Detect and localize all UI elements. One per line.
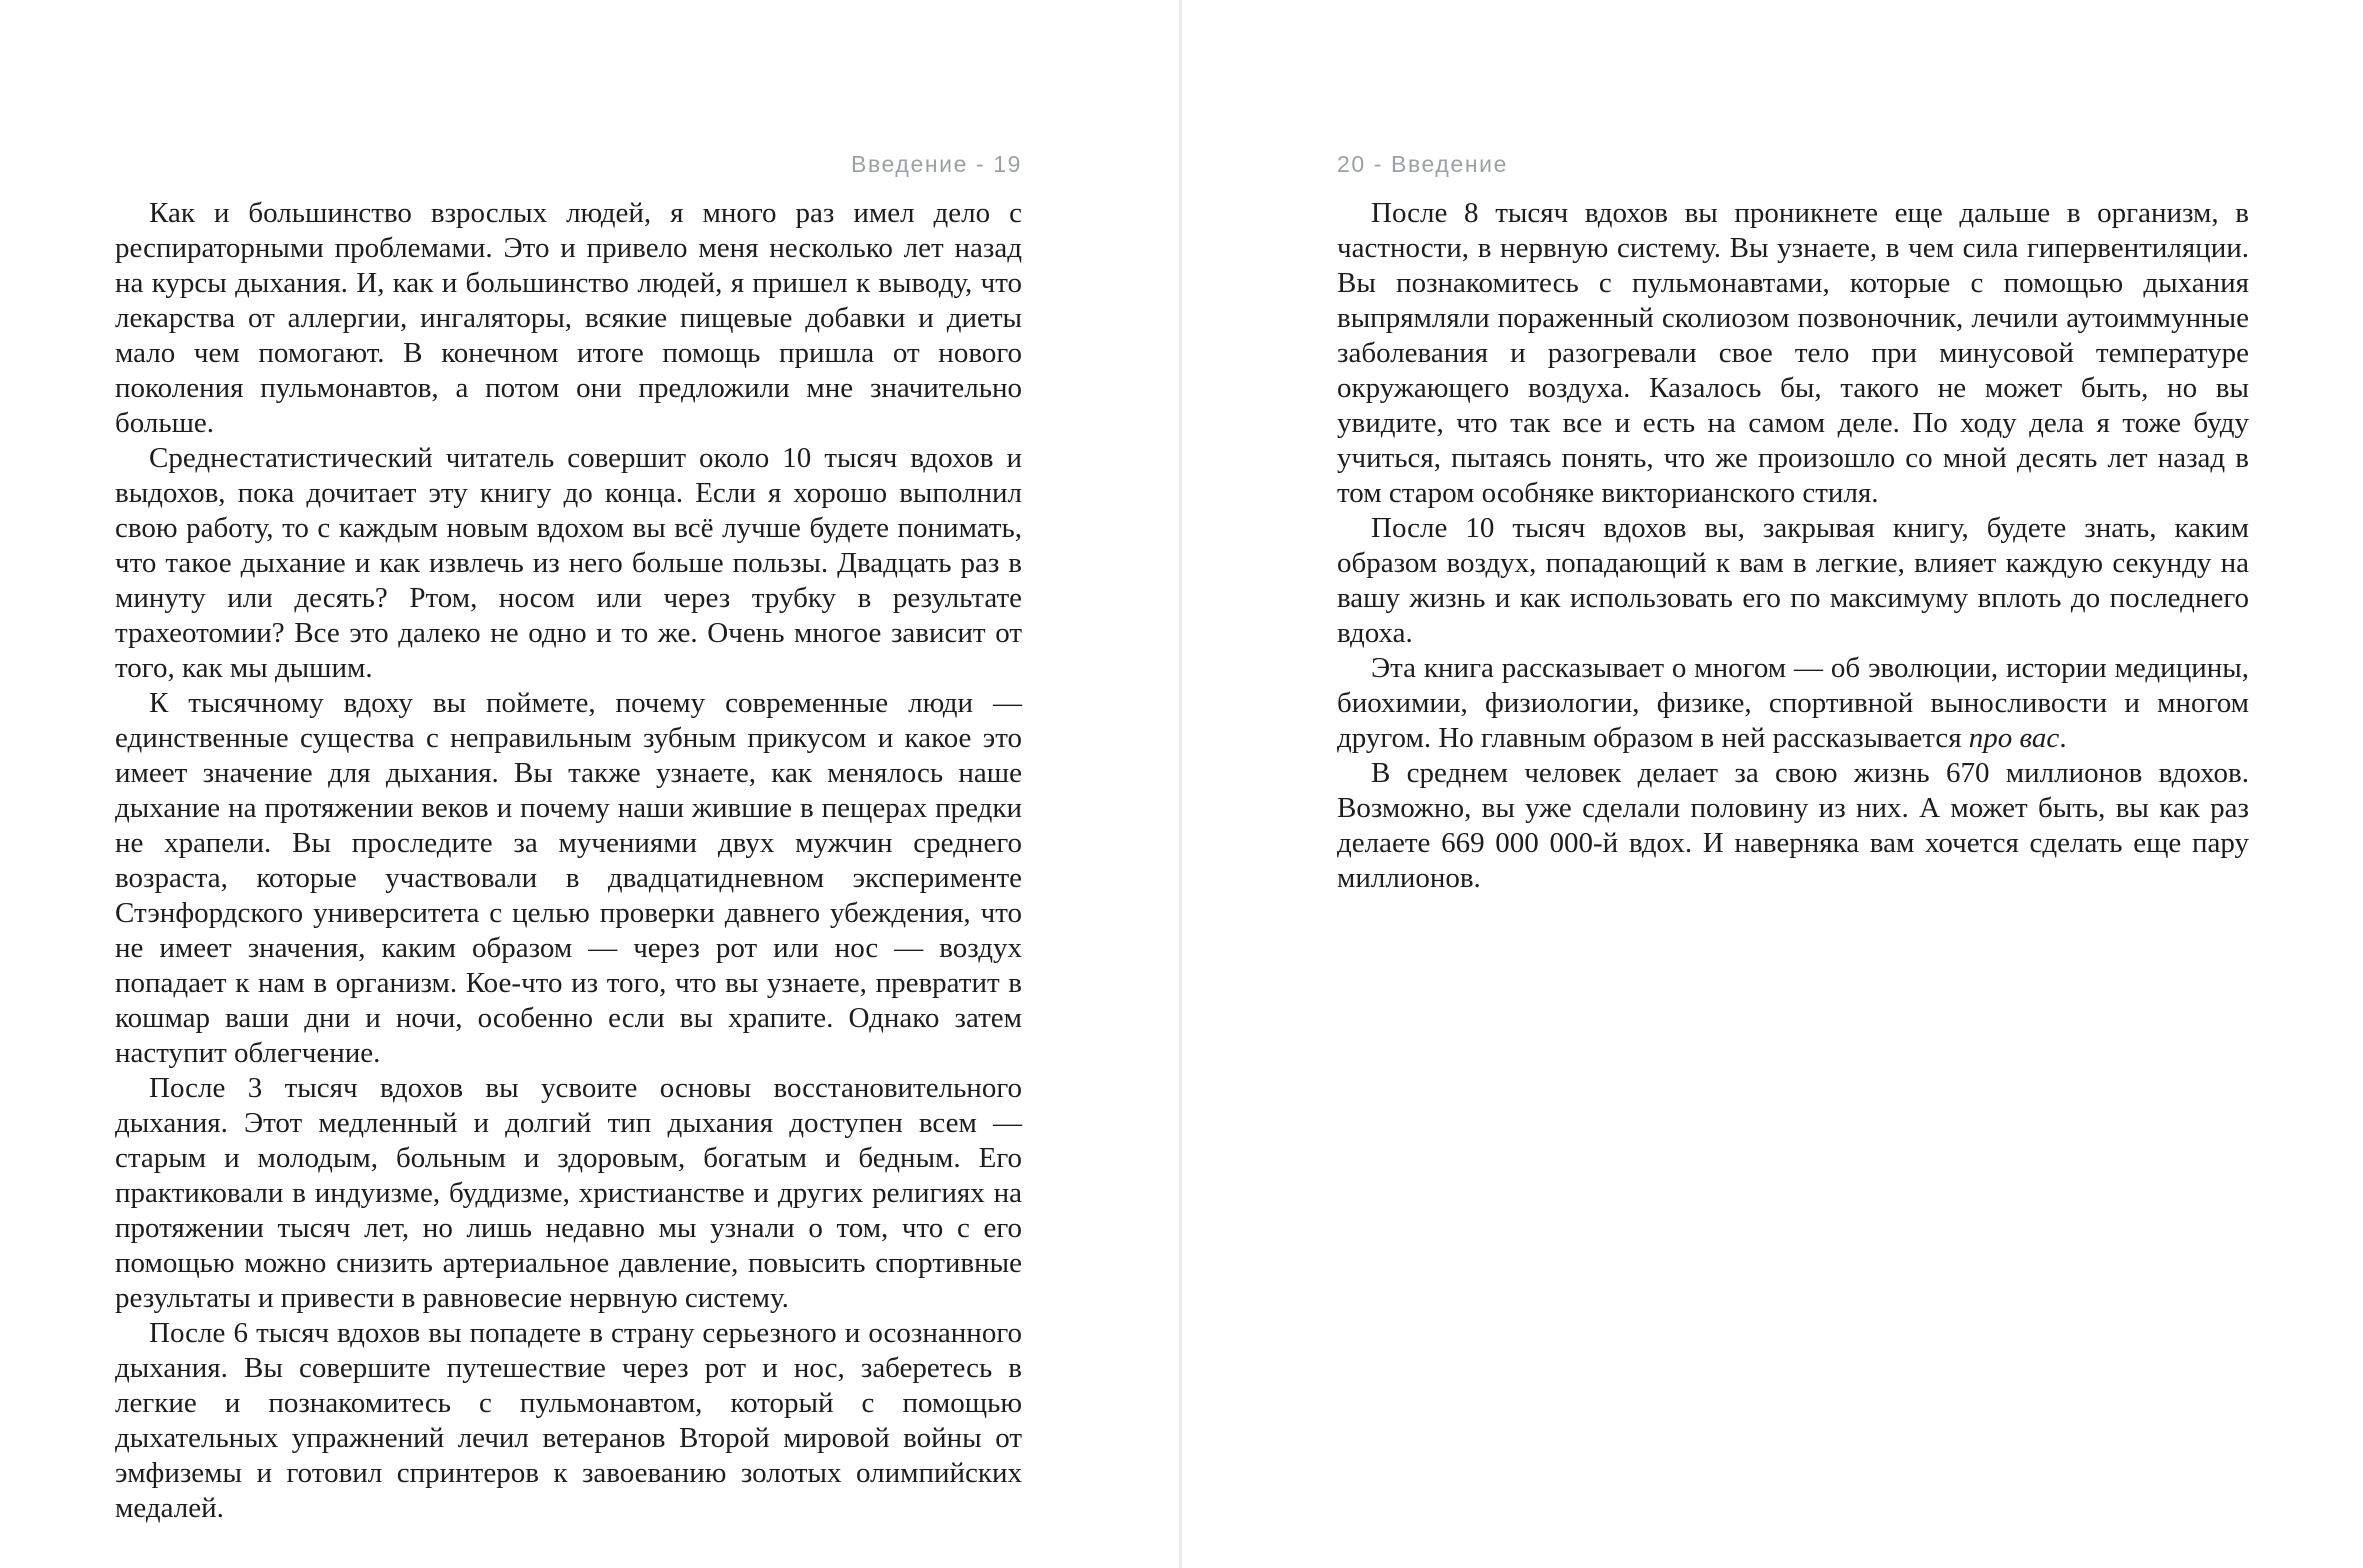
page-divider-line <box>1179 0 1182 1568</box>
paragraph <box>115 441 1022 686</box>
text-run: После 6 тысяч вдохов вы попадете в страну серьезного и осознанного дыхания. Вы совершите путешествие через рот и нос, заберетесь в легкие и познакомитесь с пульмонавтом, который с помощью дыхательных упражнений лечил ветеранов Второй мировой войны от эмфиземы и готовил спринтеров к завоеванию золотых олимпийских медалей. <box>115 1317 1022 1524</box>
text-run: В среднем человек делает за свою жизнь 670 миллионов вдохов. Возможно, вы уже сделали половину из них. А может быть, вы как раз делаете 669 000 000-й вдох. И наверняка вам хочется сделать еще пару миллионов. <box>1337 757 2249 894</box>
paragraph <box>1337 651 2249 756</box>
left-page-header: Введение - 19 <box>851 151 1022 177</box>
left-page-text <box>115 196 1022 1526</box>
paragraph <box>115 196 1022 441</box>
text-run: После 10 тысяч вдохов вы, закрывая книгу, будете знать, каким образом воздух, попадающий к вам в легкие, влияет каждую секунду на вашу жизнь и как использовать его по максимуму вплоть до последнего вдоха. <box>1337 512 2249 649</box>
text-run: После 8 тысяч вдохов вы проникнете еще дальше в организм, в частности, в нервную систему. Вы узнаете, в чем сила гипервентиляции. Вы познакомитесь с пульмонавтами, которые с помощью дыхания выпрямляли пораженный сколиозом позвоночник, лечили аутоиммунные заболевания и разогревали свое тело при минусовой температуре окружающего воздуха. Казалось бы, такого не может быть, но вы увидите, что так все и есть на самом деле. По ходу дела я тоже буду учиться, пытаясь понять, что же произошло со мной десять лет назад в том старом особняке викторианского стиля. <box>1337 197 2249 509</box>
paragraph <box>115 686 1022 1071</box>
paragraph <box>115 1071 1022 1316</box>
text-run: К тысячному вдоху вы поймете, почему современные люди — единственные существа с неправильным зубным прикусом и какое это имеет значение для дыхания. Вы также узнаете, как менялось наше дыхание на протяжении веков и почему наши жившие в пещерах предки не храпели. Вы проследите за мучениями двух мужчин среднего возраста, которые участвовали в двадцатидневном эксперименте Стэнфордского университета с целью проверки давнего убеждения, что не имеет значения, каким образом — через рот или нос — воздух попадает к нам в организм. Кое-что из того, что вы узнаете, превратит в кошмар ваши дни и ночи, особенно если вы храпите. Однако затем наступит облегчение. <box>115 687 1022 1069</box>
text-run: Эта книга рассказывает о многом — об эволюции, истории медицины, биохимии, физиологии, физике, спортивной выносливости и многом другом. Но главным образом в ней рассказывается <box>1337 652 2249 754</box>
paragraph <box>1337 511 2249 651</box>
right-page-text <box>1337 196 2249 896</box>
text-run: . <box>2059 722 2067 754</box>
text-run: Как и большинство взрослых людей, я много раз имел дело с респираторными проблемами. Это и привело меня несколько лет назад на курсы дыхания. И, как и большинство людей, я пришел к выводу, что лекарства от аллергии, ингаляторы, всякие пищевые добавки и диеты мало чем помогают. В конечном итоге помощь пришла от нового поколения пульмонавтов, а потом они предложили мне значительно больше. <box>115 197 1022 439</box>
paragraph <box>115 1316 1022 1526</box>
italic-text-run: про вас <box>1968 722 2060 754</box>
paragraph <box>1337 196 2249 511</box>
text-run: После 3 тысяч вдохов вы усвоите основы восстановительного дыхания. Этот медленный и долгий тип дыхания доступен всем — старым и молодым, больным и здоровым, богатым и бедным. Его практиковали в индуизме, буддизме, христианстве и других религиях на протяжении тысяч лет, но лишь недавно мы узнали о том, что с его помощью можно снизить артериальное давление, повысить спортивные результаты и привести в равновесие нервную систему. <box>115 1072 1022 1314</box>
right-page-header: 20 - Введение <box>1337 151 1508 177</box>
text-run: Среднестатистический читатель совершит около 10 тысяч вдохов и выдохов, пока дочитает эту книгу до конца. Если я хорошо выполнил свою работу, то с каждым новым вдохом вы всё лучше будете понимать, что такое дыхание и как извлечь из него больше пользы. Двадцать раз в минуту или десять? Ртом, носом или через трубку в результате трахеотомии? Все это далеко не одно и то же. Очень многое зависит от того, как мы дышим. <box>115 442 1022 684</box>
paragraph <box>1337 756 2249 896</box>
